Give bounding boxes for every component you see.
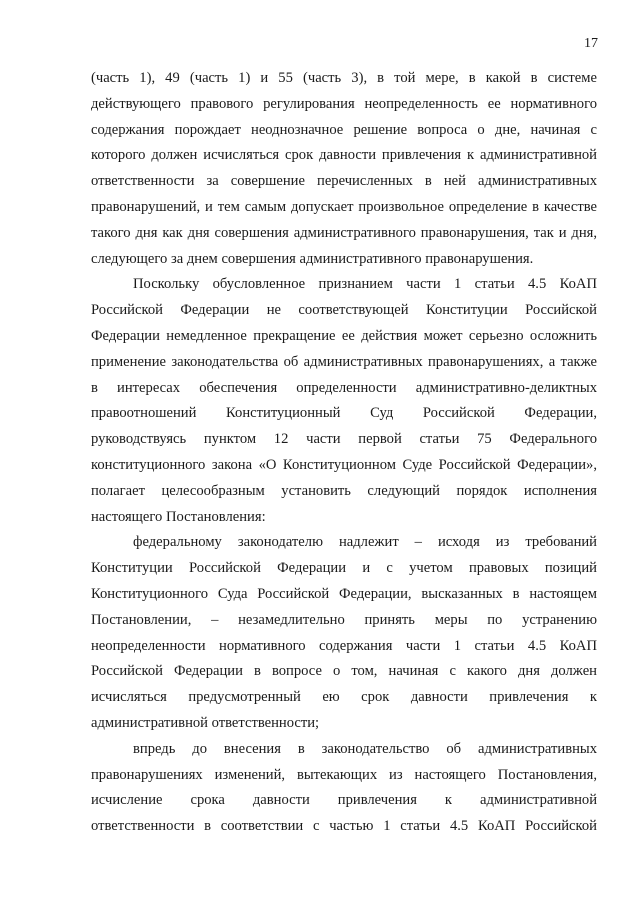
- text-line: исчисляться предусмотренный ею срок давности привлечения к: [91, 689, 597, 706]
- text-line: конституционного закона «О Конституционном Суде Российской Федерации»,: [91, 456, 597, 473]
- text-line: которого должен исчисляться срок давности привлечения к административной: [91, 147, 597, 164]
- text-line: действующего правового регулирования неопределенность ее нормативного: [91, 95, 597, 112]
- text-line: настоящего Постановления:: [91, 508, 266, 525]
- paragraph: [91, 737, 597, 840]
- text-line: применение законодательства об административных правонарушениях, а также: [91, 353, 597, 370]
- text-line: содержания порождает неоднозначное решение вопроса о дне, начиная с: [91, 121, 597, 138]
- page-number: 17: [584, 36, 598, 51]
- paragraph: [91, 530, 597, 736]
- text-line: ответственности за совершение перечисленных в ней административных: [91, 173, 597, 190]
- text-line: правоотношений Конституционный Суд Российской Федерации,: [91, 405, 597, 422]
- text-line: Постановлении, – незамедлительно принять меры по устранению: [91, 611, 597, 628]
- text-line: (часть 1), 49 (часть 1) и 55 (часть 3), в той мере, в какой в системе: [91, 70, 597, 86]
- text-line: административной ответственности;: [91, 714, 320, 731]
- text-line: Федерации немедленное прекращение ее действия может серьезно осложнить: [91, 327, 597, 344]
- text-line: впредь до внесения в законодательство об административных: [133, 740, 597, 757]
- text-line: Конституции Российской Федерации и с учетом правовых позиций: [91, 560, 597, 577]
- text-line: федеральному законодателю надлежит – исходя из требований: [133, 534, 597, 551]
- text-line: исчисление срока давности привлечения к административной: [91, 792, 597, 809]
- text-line: неопределенности нормативного содержания части 1 статьи 4.5 КоАП: [91, 637, 597, 654]
- paragraph: [91, 66, 597, 272]
- text-line: Конституционного Суда Российской Федерации, высказанных в настоящем: [91, 585, 597, 602]
- text-line: ответственности в соответствии с частью 1 статьи 4.5 КоАП Российской: [91, 818, 597, 835]
- document-body: [91, 66, 597, 840]
- text-line: Российской Федерации в вопросе о том, начиная с какого дня должен: [91, 663, 597, 680]
- text-line: Поскольку обусловленное признанием части 1 статьи 4.5 КоАП: [133, 276, 597, 293]
- text-line: полагает целесообразным установить следующий порядок исполнения: [91, 482, 597, 499]
- text-line: руководствуясь пунктом 12 части первой статьи 75 Федерального: [91, 431, 597, 448]
- text-line: такого дня как дня совершения административного правонарушения, так и дня,: [91, 224, 597, 241]
- text-line: следующего за днем совершения административного правонарушения.: [91, 250, 534, 267]
- paragraph: [91, 272, 597, 530]
- text-line: Российской Федерации не соответствующей Конституции Российской: [91, 302, 597, 319]
- text-line: в интересах обеспечения определенности административно-деликтных: [91, 379, 597, 396]
- text-line: правонарушениях изменений, вытекающих из настоящего Постановления,: [91, 766, 597, 783]
- text-line: правонарушений, и тем самым допускает произвольное определение в качестве: [91, 198, 597, 215]
